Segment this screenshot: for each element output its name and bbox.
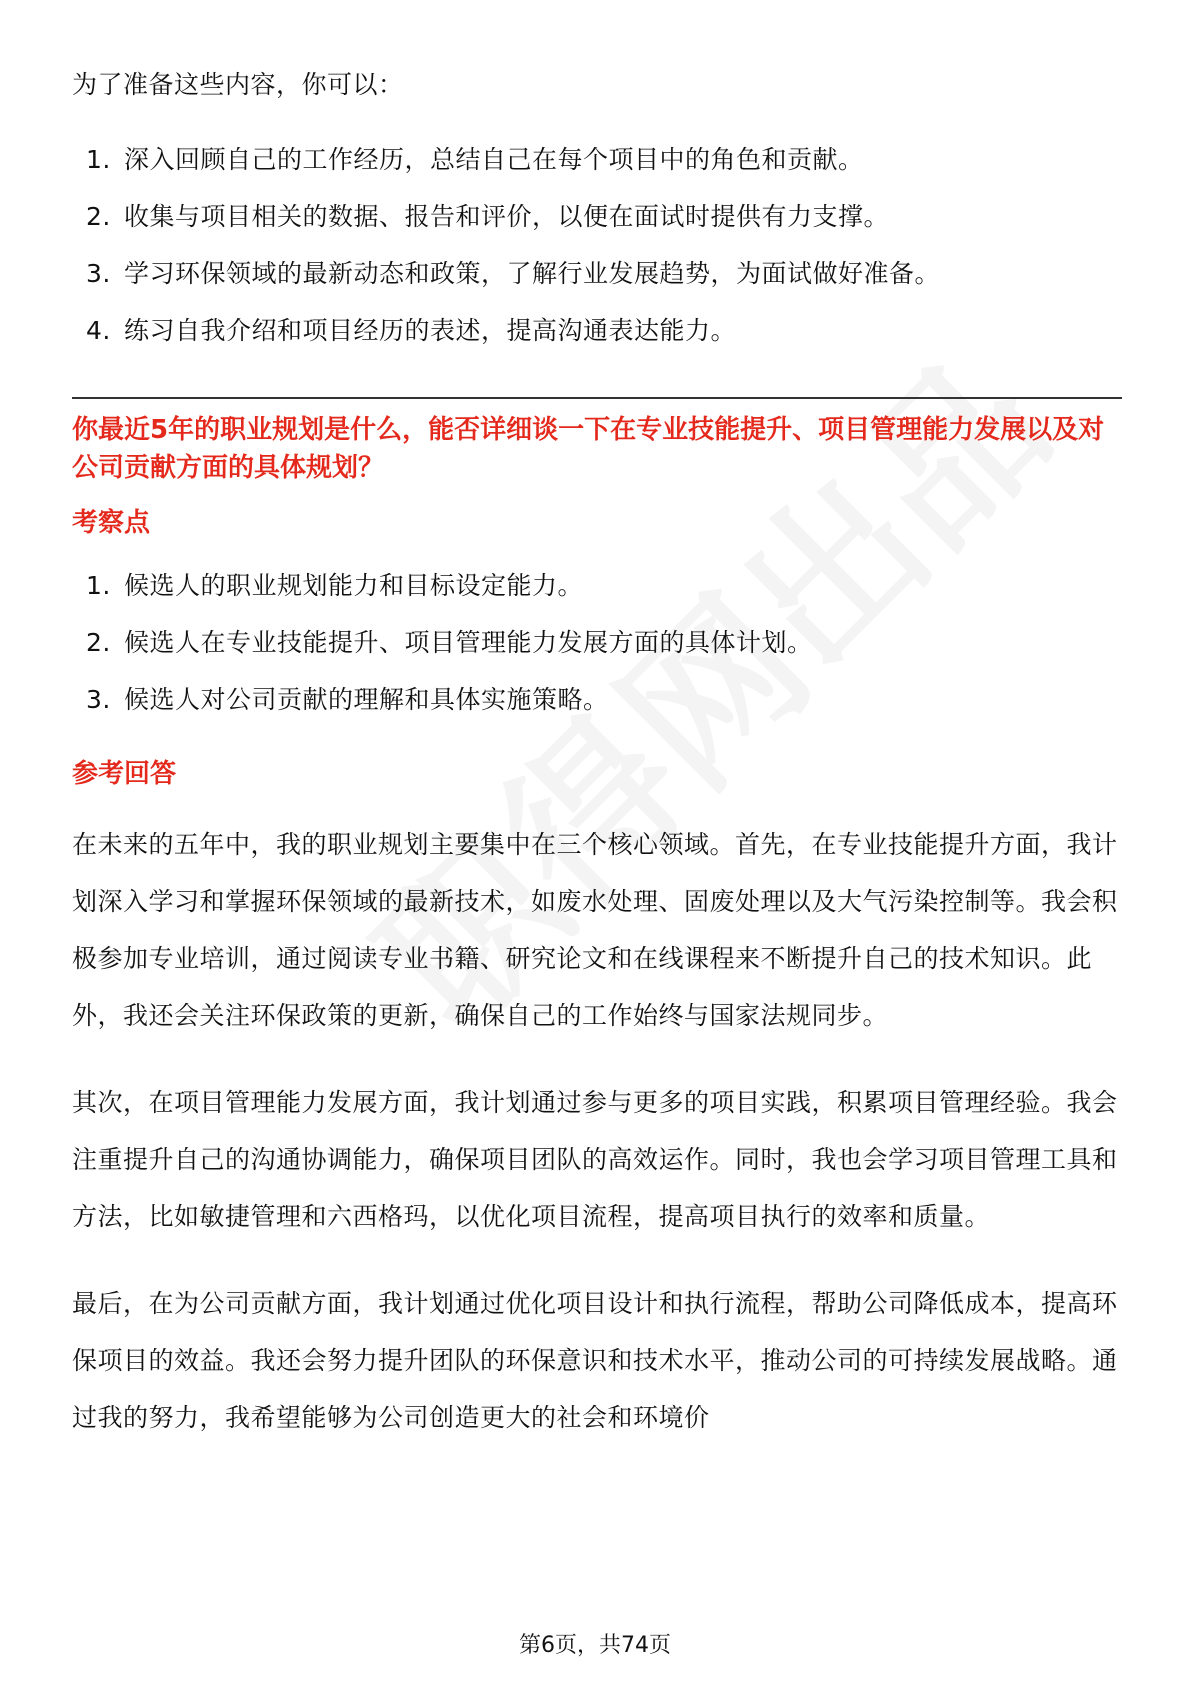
list-number: 1. [86, 571, 111, 600]
list-number: 4. [86, 316, 111, 345]
list-item [72, 188, 1122, 245]
focus-heading: 考察点 [72, 508, 151, 538]
prep-list [72, 131, 1122, 359]
answer-paragraph: 在未来的五年中，我的职业规划主要集中在三个核心领域。首先，在专业技能提升方面，我计划深入学习和掌握环保领域的最新技术，如废水处理、固废处理以及大气污染控制等。我会积极参加专业培训，通过阅读专业书籍、研究论文和在线课程来不断提升自己的技术知识。此外，我还会关注环保政策的更新，确保自己的工作始终与国家法规同步。 [72, 830, 1118, 1030]
answer-paragraph: 最后，在为公司贡献方面，我计划通过优化项目设计和执行流程，帮助公司降低成本，提高环保项目的效益。我还会努力提升团队的环保意识和技术水平，推动公司的可持续发展战略。通过我的努力，我希望能够为公司创造更大的社会和环境价 [72, 1289, 1118, 1432]
answer-heading: 参考回答 [72, 759, 177, 789]
list-text: 收集与项目相关的数据、报告和评价，以便在面试时提供有力支撑。 [124, 202, 890, 231]
list-number: 3. [86, 685, 111, 714]
list-item [72, 557, 1122, 614]
list-text: 学习环保领域的最新动态和政策，了解行业发展趋势，为面试做好准备。 [124, 259, 941, 288]
answer-paragraph: 其次，在项目管理能力发展方面，我计划通过参与更多的项目实践，积累项目管理经验。我会注重提升自己的沟通协调能力，确保项目团队的高效运作。同时，我也会学习项目管理工具和方法，比如敏捷管理和六西格玛，以优化项目流程，提高项目执行的效率和质量。 [72, 1088, 1118, 1231]
list-number: 3. [86, 259, 111, 288]
list-item [72, 671, 1122, 728]
list-item [72, 614, 1122, 671]
list-text: 候选人对公司贡献的理解和具体实施策略。 [124, 685, 609, 714]
list-item [72, 302, 1122, 359]
list-item [72, 245, 1122, 302]
list-text: 候选人在专业技能提升、项目管理能力发展方面的具体计划。 [124, 628, 813, 657]
section-divider [72, 397, 1122, 399]
intro-text: 为了准备这些内容，你可以： [72, 70, 404, 99]
list-item [72, 131, 1122, 188]
question-title: 你最近5年的职业规划是什么，能否详细谈一下在专业技能提升、项目管理能力发展以及对公司贡献方面的具体规划？ [72, 415, 1105, 483]
list-text: 深入回顾自己的工作经历，总结自己在每个项目中的角色和贡献。 [124, 145, 864, 174]
list-number: 1. [86, 145, 111, 174]
list-text: 练习自我介绍和项目经历的表述，提高沟通表达能力。 [124, 316, 737, 345]
page-footer: 第6页，共74页 [519, 1633, 671, 1658]
list-text: 候选人的职业规划能力和目标设定能力。 [124, 571, 584, 600]
list-number: 2. [86, 628, 111, 657]
list-number: 2. [86, 202, 111, 231]
document-page [72, 56, 1122, 1476]
focus-list [72, 557, 1122, 728]
